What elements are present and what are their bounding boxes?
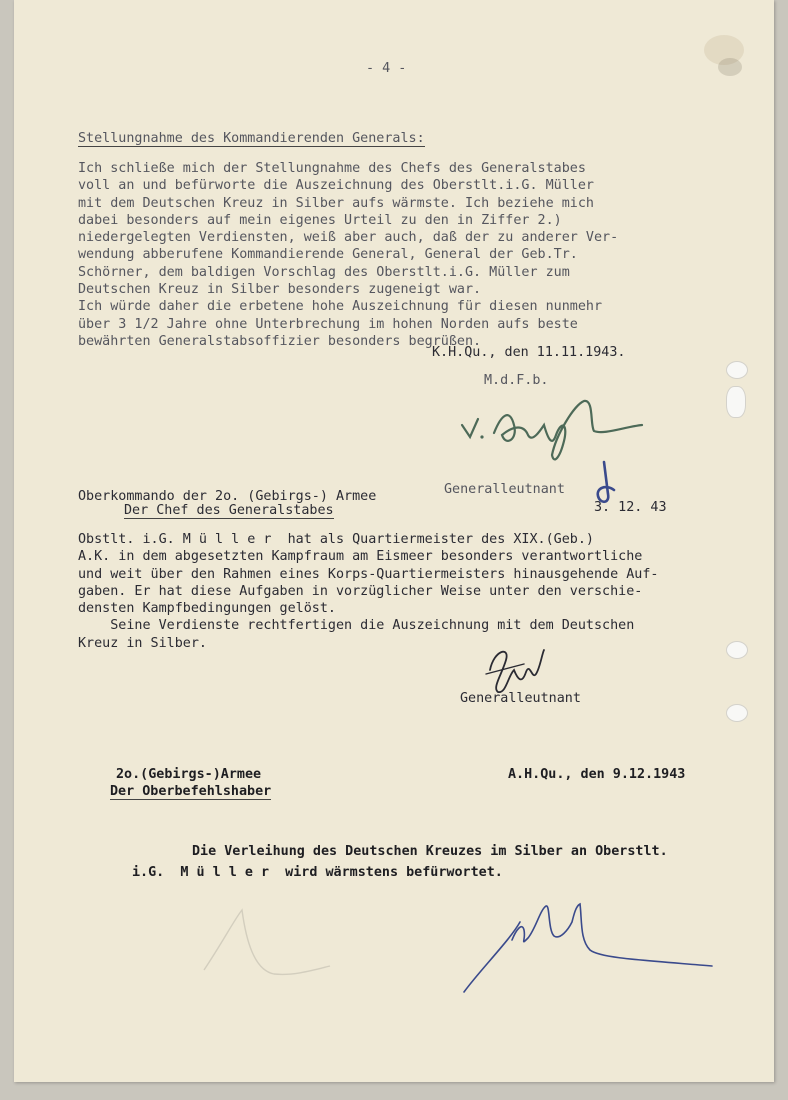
section1-place-date: K.H.Qu., den 11.11.1943. — [432, 345, 626, 360]
body-line: und weit über den Rahmen eines Korps-Quartiermeisters hinausgehende Auf- — [78, 566, 659, 582]
page-number: - 4 - — [366, 61, 407, 76]
body-line: mit dem Deutschen Kreuz in Silber aufs wärmste. Ich beziehe mich — [78, 195, 594, 211]
body-line: dabei besonders auf mein eigenes Urteil zu den in Ziffer 2.) — [78, 212, 562, 228]
faint-bleed-through — [194, 900, 334, 990]
body-line: Kreuz in Silber. — [78, 635, 207, 651]
section3-line2: i.G. M ü l l e r wird wärmstens befürwortet. — [132, 865, 503, 880]
section3-org-line1: 2o.(Gebirgs-)Armee — [116, 767, 262, 782]
signature-3 — [450, 900, 720, 1000]
body-line: densten Kampfbedingungen gelöst. — [78, 601, 336, 617]
body-line: Obstlt. i.G. M ü l l e r hat als Quartiermeister des XIX.(Geb.) — [78, 532, 594, 547]
body-line: Seine Verdienste rechtfertigen die Auszeichnung mit dem Deutschen — [78, 618, 635, 634]
section2-body — [78, 531, 658, 652]
punch-hole — [726, 361, 748, 379]
section2-rank: Generalleutnant — [460, 691, 581, 706]
section2-date: 3. 12. 43 — [594, 500, 667, 515]
section1-body — [78, 160, 618, 350]
section1-mdfb: M.d.F.b. — [484, 373, 549, 388]
section1-heading: Stellungnahme des Kommandierenden Generals: — [78, 131, 425, 146]
body-line: Ich würde daher die erbetene hohe Auszeichnung für diesen nunmehr — [78, 299, 603, 315]
body-line: gaben. Er hat diese Aufgaben in vorzüglicher Weise unter den verschie- — [78, 583, 643, 599]
body-line: Deutschen Kreuz in Silber besonders zugeneigt war. — [78, 282, 482, 298]
body-line: bewährten Generalstabsoffizier besonders begrüßen. — [78, 333, 482, 349]
section2-org-line2: Der Chef des Generalstabes — [124, 503, 334, 518]
body-line: Ich schließe mich der Stellungnahme des Chefs des Generalstabes — [78, 161, 586, 176]
document-page — [14, 0, 774, 1082]
body-line: über 3 1/2 Jahre ohne Unterbrechung im hohen Norden aufs beste — [78, 316, 578, 332]
punch-hole — [726, 386, 746, 418]
body-line: wendung abberufene Kommandierende General, General der Geb.Tr. — [78, 247, 578, 263]
signature-2 — [484, 640, 554, 696]
section3-org-line2: Der Oberbefehlshaber — [110, 784, 272, 799]
body-line: Schörner, dem baldigen Vorschlag des Oberstlt.i.G. Müller zum — [78, 264, 570, 280]
section3-place-date: A.H.Qu., den 9.12.1943 — [508, 767, 686, 782]
punch-hole — [726, 641, 748, 659]
paper-stain — [718, 58, 742, 76]
body-line: niedergelegten Verdiensten, weiß aber auch, daß der zu anderer Ver- — [78, 230, 619, 246]
section3-line1: Die Verleihung des Deutschen Kreuzes im Silber an Oberstlt. — [192, 844, 668, 859]
section2-org-line1: Oberkommando der 2o. (Gebirgs-) Armee — [78, 489, 377, 504]
section1-rank: Generalleutnant — [444, 482, 565, 497]
body-line: A.K. in dem abgesetzten Kampfraum am Eismeer besonders verantwortliche — [78, 549, 643, 565]
punch-hole — [726, 704, 748, 722]
body-line: voll an und befürworte die Auszeichnung des Oberstlt.i.G. Müller — [78, 178, 594, 194]
